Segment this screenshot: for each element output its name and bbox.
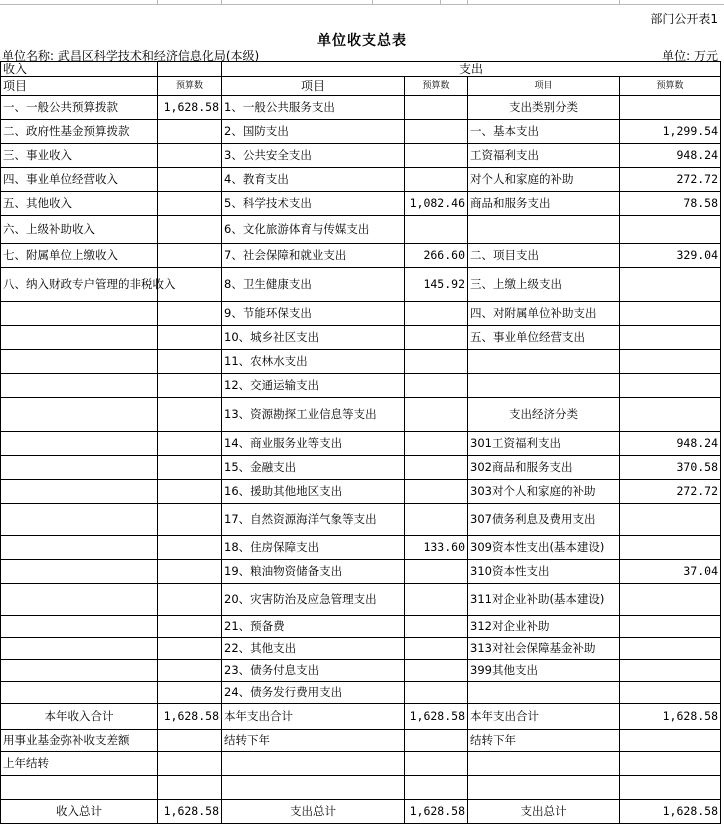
category-item	[468, 350, 620, 374]
category-amount: 948.24	[620, 144, 721, 168]
income-item	[1, 638, 158, 660]
category-item: 309资本性支出(基本建设)	[468, 536, 620, 560]
income-item	[1, 350, 158, 374]
expense-amount: 133.60	[405, 536, 468, 560]
income-item: 二、政府性基金预算拨款	[1, 120, 158, 144]
income-item	[1, 326, 158, 350]
income-amount	[158, 374, 222, 398]
income-amount	[158, 244, 222, 268]
expense-item	[222, 752, 405, 776]
expense-amount	[405, 398, 468, 432]
expense-amount	[405, 216, 468, 244]
income-item: 一、一般公共预算拨款	[1, 96, 158, 120]
table-row	[1, 504, 721, 536]
income-item	[1, 504, 158, 536]
category-item	[468, 682, 620, 704]
expense-amount: 145.92	[405, 268, 468, 302]
income-item: 上年结转	[1, 752, 158, 776]
category-amount	[620, 398, 721, 432]
category-item	[468, 216, 620, 244]
income-item: 收入总计	[1, 800, 158, 824]
category-amount	[620, 616, 721, 638]
income-amount	[158, 752, 222, 776]
table-row	[1, 752, 721, 776]
category-amount: 948.24	[620, 432, 721, 456]
income-item: 五、其他收入	[1, 192, 158, 216]
income-amount	[158, 480, 222, 504]
category-amount: 78.58	[620, 192, 721, 216]
item-header-category: 项目	[468, 77, 620, 96]
income-item: 用事业基金弥补收支差额	[1, 730, 158, 752]
income-amount: 1,628.58	[158, 704, 222, 730]
expense-amount	[405, 168, 468, 192]
income-amount	[158, 432, 222, 456]
budget-header-category: 预算数	[620, 77, 721, 96]
expense-amount: 266.60	[405, 244, 468, 268]
income-amount	[158, 660, 222, 682]
category-amount	[620, 96, 721, 120]
page-title: 单位收支总表	[317, 33, 407, 49]
expense-item: 1、一般公共服务支出	[222, 96, 405, 120]
expense-amount	[405, 456, 468, 480]
expense-item: 8、卫生健康支出	[222, 268, 405, 302]
category-amount: 1,299.54	[620, 120, 721, 144]
table-row	[1, 302, 721, 326]
category-item: 302商品和服务支出	[468, 456, 620, 480]
table-row	[1, 730, 721, 752]
income-item	[1, 480, 158, 504]
table-row	[1, 616, 721, 638]
column-header-row	[1, 77, 721, 96]
table-row	[1, 398, 721, 432]
income-amount	[158, 216, 222, 244]
income-item: 八、纳入财政专户管理的非税收入	[1, 268, 158, 302]
income-amount	[158, 730, 222, 752]
category-item: 三、上缴上级支出	[468, 268, 620, 302]
expense-item: 3、公共安全支出	[222, 144, 405, 168]
category-amount	[620, 682, 721, 704]
expense-item: 16、援助其他地区支出	[222, 480, 405, 504]
category-amount: 272.72	[620, 168, 721, 192]
income-item	[1, 660, 158, 682]
category-item: 支出类别分类	[468, 96, 620, 120]
item-header-expense: 项目	[222, 77, 405, 96]
income-amount	[158, 504, 222, 536]
expense-header: 支出	[222, 62, 721, 77]
expense-amount	[405, 302, 468, 326]
expense-amount	[405, 120, 468, 144]
income-amount	[158, 302, 222, 326]
table-row	[1, 560, 721, 584]
category-amount	[620, 660, 721, 682]
section-header-row	[1, 62, 721, 77]
table-row	[1, 268, 721, 302]
income-amount	[158, 456, 222, 480]
income-amount	[158, 776, 222, 800]
category-item: 本年支出合计	[468, 704, 620, 730]
table-row	[1, 326, 721, 350]
category-amount: 329.04	[620, 244, 721, 268]
category-item: 对个人和家庭的补助	[468, 168, 620, 192]
expense-amount: 1,082.46	[405, 192, 468, 216]
category-amount	[620, 350, 721, 374]
expense-item: 19、粮油物资储备支出	[222, 560, 405, 584]
unit-name: 单位名称: 武昌区科学技术和经济信息化局(本级)	[2, 49, 260, 63]
income-item	[1, 682, 158, 704]
category-amount	[620, 730, 721, 752]
table-row	[1, 776, 721, 800]
income-item: 本年收入合计	[1, 704, 158, 730]
table-row	[1, 584, 721, 616]
table-row	[1, 682, 721, 704]
income-amount	[158, 536, 222, 560]
category-item: 301工资福利支出	[468, 432, 620, 456]
income-amount	[158, 168, 222, 192]
category-item	[468, 752, 620, 776]
category-item: 一、基本支出	[468, 120, 620, 144]
income-item	[1, 374, 158, 398]
table-row	[1, 480, 721, 504]
category-amount: 272.72	[620, 480, 721, 504]
category-item: 工资福利支出	[468, 144, 620, 168]
table-row	[1, 350, 721, 374]
income-amount	[158, 350, 222, 374]
expense-item: 17、自然资源海洋气象等支出	[222, 504, 405, 536]
expense-item: 12、交通运输支出	[222, 374, 405, 398]
category-item: 二、项目支出	[468, 244, 620, 268]
income-amount	[158, 560, 222, 584]
income-amount	[158, 192, 222, 216]
table-row	[1, 216, 721, 244]
income-amount	[158, 398, 222, 432]
income-amount: 1,628.58	[158, 800, 222, 824]
table-row	[1, 536, 721, 560]
income-item	[1, 560, 158, 584]
category-item: 311对企业补助(基本建设)	[468, 584, 620, 616]
expense-item: 7、社会保障和就业支出	[222, 244, 405, 268]
income-expense-table	[0, 61, 721, 824]
category-item: 303对个人和家庭的补助	[468, 480, 620, 504]
income-item	[1, 398, 158, 432]
income-amount	[158, 120, 222, 144]
category-amount	[620, 302, 721, 326]
category-item: 结转下年	[468, 730, 620, 752]
budget-header-expense: 预算数	[405, 77, 468, 96]
table-row	[1, 96, 721, 120]
expense-item	[222, 776, 405, 800]
table-row	[1, 120, 721, 144]
category-amount	[620, 504, 721, 536]
expense-item: 21、预备费	[222, 616, 405, 638]
expense-item: 5、科学技术支出	[222, 192, 405, 216]
income-item	[1, 536, 158, 560]
income-amount	[158, 638, 222, 660]
category-item: 307债务利息及费用支出	[468, 504, 620, 536]
table-row	[1, 192, 721, 216]
expense-item: 23、债务付息支出	[222, 660, 405, 682]
income-amount	[158, 144, 222, 168]
category-amount	[620, 776, 721, 800]
table-row	[1, 638, 721, 660]
expense-amount: 1,628.58	[405, 800, 468, 824]
category-amount: 370.58	[620, 456, 721, 480]
category-item: 312对企业补助	[468, 616, 620, 638]
expense-amount	[405, 374, 468, 398]
currency-unit: 单位: 万元	[662, 49, 718, 63]
expense-item: 本年支出合计	[222, 704, 405, 730]
expense-amount	[405, 638, 468, 660]
category-amount	[620, 268, 721, 302]
expense-item: 2、国防支出	[222, 120, 405, 144]
expense-item: 支出总计	[222, 800, 405, 824]
table-row	[1, 660, 721, 682]
category-item: 商品和服务支出	[468, 192, 620, 216]
table-row	[1, 704, 721, 730]
expense-amount	[405, 560, 468, 584]
expense-item: 14、商业服务业等支出	[222, 432, 405, 456]
expense-amount	[405, 432, 468, 456]
income-item: 六、上级补助收入	[1, 216, 158, 244]
category-amount	[620, 374, 721, 398]
income-header: 收入	[1, 62, 158, 77]
table-row	[1, 800, 721, 824]
expense-item: 20、灾害防治及应急管理支出	[222, 584, 405, 616]
income-item: 三、事业收入	[1, 144, 158, 168]
income-item: 七、附属单位上缴收入	[1, 244, 158, 268]
category-amount: 1,628.58	[620, 704, 721, 730]
expense-item: 15、金融支出	[222, 456, 405, 480]
income-item	[1, 456, 158, 480]
table-row	[1, 432, 721, 456]
expense-amount	[405, 96, 468, 120]
category-item: 四、对附属单位补助支出	[468, 302, 620, 326]
income-item	[1, 776, 158, 800]
expense-amount	[405, 682, 468, 704]
expense-amount	[405, 144, 468, 168]
expense-amount	[405, 350, 468, 374]
expense-amount	[405, 776, 468, 800]
income-item: 四、事业单位经营收入	[1, 168, 158, 192]
expense-item: 4、教育支出	[222, 168, 405, 192]
income-amount	[158, 326, 222, 350]
expense-amount	[405, 326, 468, 350]
table-row	[1, 456, 721, 480]
income-amount: 1,628.58	[158, 96, 222, 120]
item-header-income: 项目	[1, 77, 158, 96]
category-item: 五、事业单位经营支出	[468, 326, 620, 350]
table-row	[1, 244, 721, 268]
expense-amount	[405, 752, 468, 776]
expense-amount	[405, 480, 468, 504]
category-amount	[620, 216, 721, 244]
income-amount	[158, 682, 222, 704]
expense-item: 24、债务发行费用支出	[222, 682, 405, 704]
expense-item: 6、文化旅游体育与传媒支出	[222, 216, 405, 244]
table-row	[1, 144, 721, 168]
category-amount: 37.04	[620, 560, 721, 584]
table-row	[1, 374, 721, 398]
expense-item: 9、节能环保支出	[222, 302, 405, 326]
expense-item: 22、其他支出	[222, 638, 405, 660]
expense-amount: 1,628.58	[405, 704, 468, 730]
budget-header-income: 预算数	[158, 77, 222, 96]
expense-item: 10、城乡社区支出	[222, 326, 405, 350]
category-item: 313对社会保障基金补助	[468, 638, 620, 660]
category-item: 310资本性支出	[468, 560, 620, 584]
table-row	[1, 168, 721, 192]
expense-item: 结转下年	[222, 730, 405, 752]
expense-amount	[405, 584, 468, 616]
category-item: 支出总计	[468, 800, 620, 824]
category-amount: 1,628.58	[620, 800, 721, 824]
income-item	[1, 584, 158, 616]
form-number: 部门公开表1	[650, 12, 718, 26]
expense-amount	[405, 616, 468, 638]
category-item	[468, 776, 620, 800]
expense-amount	[405, 730, 468, 752]
category-amount	[620, 584, 721, 616]
category-amount	[620, 752, 721, 776]
income-item	[1, 616, 158, 638]
expense-item: 13、资源勘探工业信息等支出	[222, 398, 405, 432]
category-amount	[620, 638, 721, 660]
category-item	[468, 374, 620, 398]
income-amount	[158, 616, 222, 638]
category-amount	[620, 536, 721, 560]
category-item: 399其他支出	[468, 660, 620, 682]
expense-amount	[405, 504, 468, 536]
spreadsheet-top-border	[0, 0, 724, 5]
expense-item: 11、农林水支出	[222, 350, 405, 374]
category-item: 支出经济分类	[468, 398, 620, 432]
income-item	[1, 432, 158, 456]
expense-item: 18、住房保障支出	[222, 536, 405, 560]
expense-amount	[405, 660, 468, 682]
income-item	[1, 302, 158, 326]
income-amount	[158, 584, 222, 616]
category-amount	[620, 326, 721, 350]
